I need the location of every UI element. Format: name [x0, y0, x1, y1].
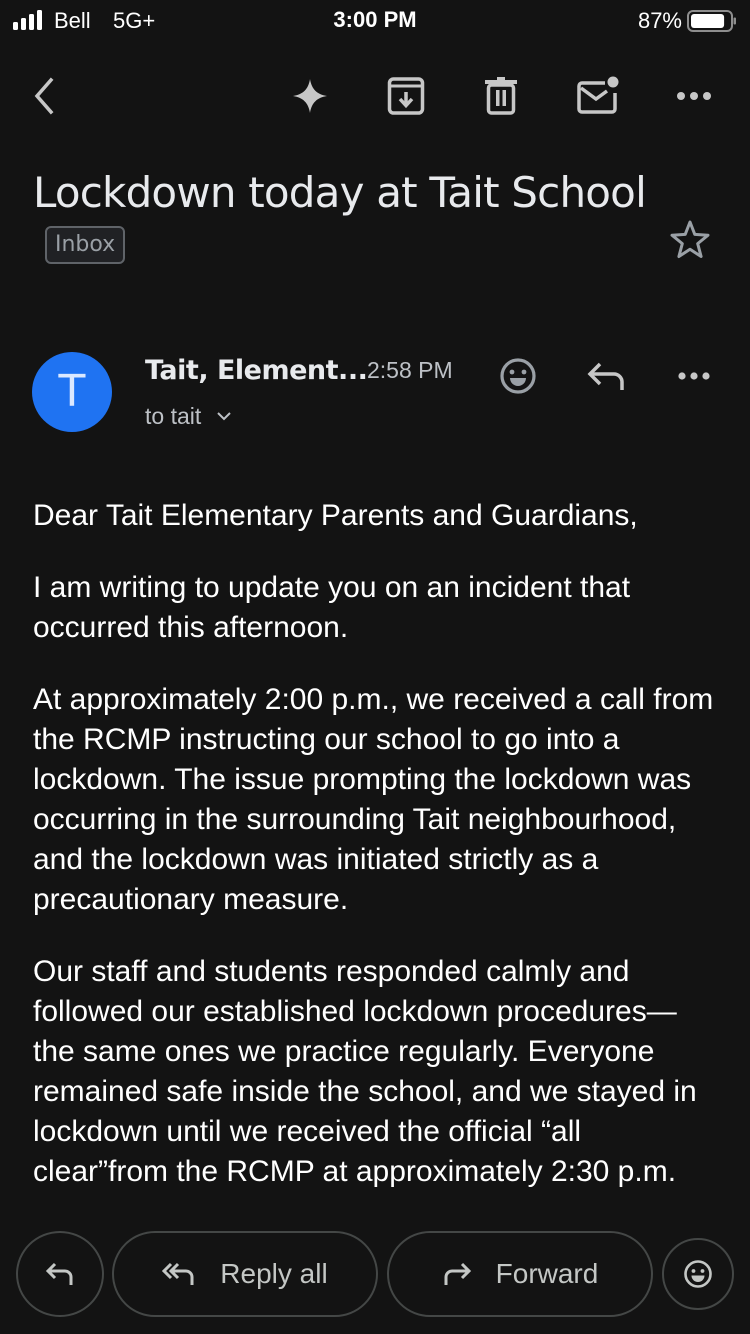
email-toolbar: [0, 66, 750, 126]
reply-all-button[interactable]: [112, 1231, 378, 1317]
battery-percent: 87%: [637, 8, 682, 33]
delete-button[interactable]: [479, 74, 523, 118]
reply-icon: [586, 358, 626, 394]
status-time: 3:00 PM: [333, 7, 417, 32]
reply-icon: [45, 1261, 75, 1287]
recipient-text: to tait: [145, 403, 202, 429]
archive-icon: [387, 76, 425, 116]
reply-button-header[interactable]: [584, 354, 628, 398]
archive-button[interactable]: [384, 74, 428, 118]
bottom-action-bar: [0, 1228, 750, 1320]
more-icon: [677, 371, 711, 381]
body-paragraph: Our staff and students responded calmly and followed our established lockdown procedures—the same ones we practice regularly. Everyone remained safe inside the school, and we stayed in lockdown until we received the official “all clear”from the RCMP at approximately 2:30 p.m.: [33, 955, 697, 1188]
forward-icon: [442, 1261, 472, 1287]
message-more-button[interactable]: [672, 354, 716, 398]
star-button[interactable]: [668, 218, 712, 262]
battery-icon: [687, 10, 737, 32]
sender-avatar[interactable]: T: [32, 352, 112, 432]
body-paragraph: I am writing to update you on an incident that occurred this afternoon.: [33, 571, 631, 644]
gemini-button[interactable]: [288, 74, 332, 118]
carrier-name: Bell: [54, 8, 91, 33]
network-type: 5G+: [113, 8, 156, 33]
reply-all-label: Reply all: [220, 1258, 328, 1289]
delete-icon: [484, 76, 518, 116]
back-icon: [29, 76, 59, 116]
react-emoji-button[interactable]: [662, 1238, 734, 1310]
body-greeting: Dear Tait Elementary Parents and Guardians,: [33, 499, 638, 532]
mark-unread-button[interactable]: [576, 74, 620, 118]
star-icon: [668, 218, 712, 262]
subject-text: Lockdown today at Tait School: [33, 168, 646, 217]
email-body: [0, 496, 750, 1214]
inbox-label-badge[interactable]: Inbox: [45, 226, 125, 264]
email-subject: [33, 166, 653, 274]
more-icon: [676, 90, 712, 102]
sent-time: 2:58 PM: [367, 357, 453, 383]
chevron-down-icon: [217, 408, 231, 426]
more-options-button[interactable]: [672, 74, 716, 118]
reply-button[interactable]: [16, 1231, 104, 1317]
emoji-icon: [499, 357, 537, 395]
forward-label: Forward: [495, 1258, 599, 1289]
add-reaction-button[interactable]: [496, 354, 540, 398]
forward-button[interactable]: [387, 1231, 653, 1317]
back-button[interactable]: [22, 74, 66, 118]
sender-name[interactable]: Tait, Element...: [145, 355, 368, 386]
body-paragraph: At approximately 2:00 p.m., we received a call from the RCMP instructing our school to go into a lockdown. The issue prompting the lockdown was occurring in the surrounding Tait neighbourhood, and the lockdown was initiated strictly as a precautionary measure.: [33, 683, 714, 916]
recipient-details-toggle[interactable]: [145, 403, 231, 430]
gemini-sparkle-icon: [291, 77, 329, 115]
reply-all-icon: [162, 1261, 196, 1287]
emoji-icon: [683, 1259, 713, 1289]
mark-unread-icon: [577, 76, 619, 116]
status-bar: [0, 0, 750, 40]
